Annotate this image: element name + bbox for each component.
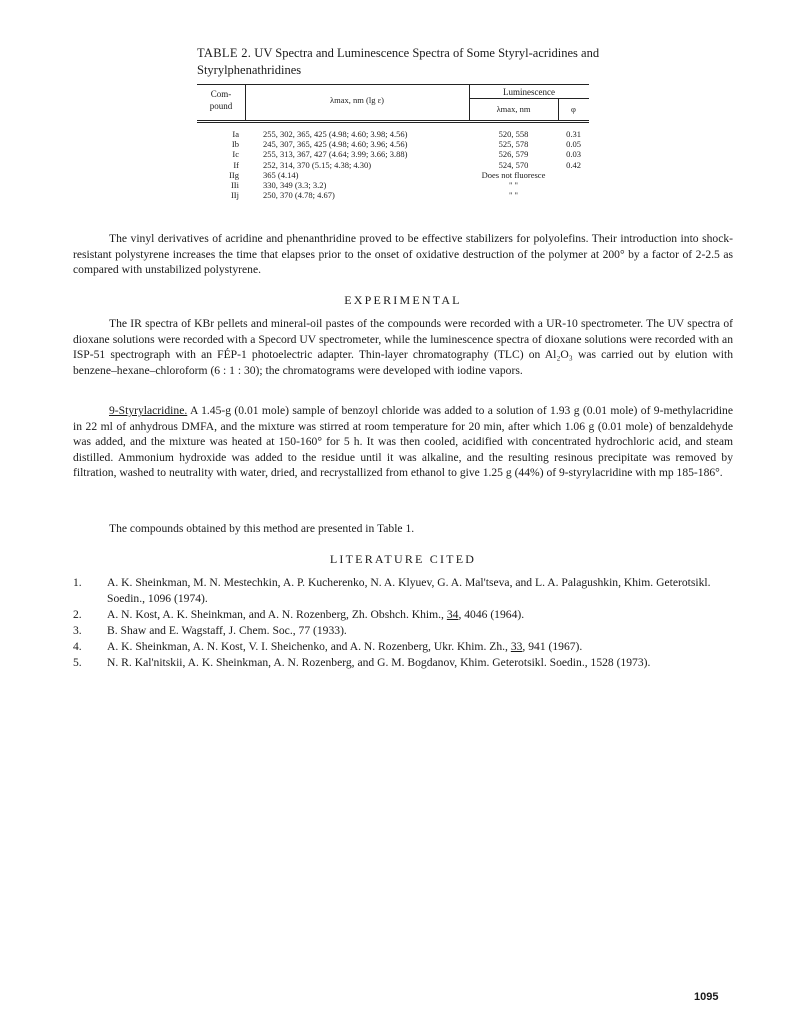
paragraph-stabilizers — [73, 231, 733, 278]
paragraph-text: The IR spectra of KBr pellets and mineral-oil pastes of the compounds were recorded with a UR-10 spectrometer. The UV spectra of dioxane solutions were recorded with a Specord UV spectrometer, while the luminescence spectra of dioxane solutions were recorded with an ISP-51 spectrograph with an FÉP-1 photoelectric adapter. Thin-layer chromatography (TLC) on Al₂O₃ was carried out by elution with benzene–hexane–chloroform (6 : 1 : 30); the chromatograms were developed with iodine vapors. — [73, 317, 733, 377]
cell-luminescence: Does not fluoresce — [481, 169, 546, 180]
cell-compound: If — [233, 159, 239, 170]
cell-compound: Ic — [232, 149, 239, 160]
cell-compound: IIi — [230, 180, 239, 190]
cell-uv: 255, 313, 367, 427 (4.64; 3.99; 3.66; 3.88) — [263, 149, 408, 160]
paragraph-table-ref — [73, 521, 733, 537]
cell-compound: IIj — [230, 190, 239, 201]
reference-text: N. R. Kal'nitskii, A. K. Sheinkman, A. N. Rozenberg, and G. M. Bogdanov, Khim. Geterotsikl. Soedin., 1528 (1973). — [107, 656, 651, 669]
header-compound: Com- pound — [209, 89, 233, 111]
uv-luminescence-table — [197, 84, 589, 204]
reference-number: 2. — [73, 608, 82, 621]
reference-number: 4. — [73, 640, 82, 653]
cell-uv: 365 (4.14) — [263, 169, 299, 180]
cell-luminescence: 525, 578 — [498, 139, 529, 150]
cell-phi: 0.03 — [566, 149, 581, 160]
procedure-title: 9-Styrylacridine. — [109, 404, 188, 417]
header-phi: φ — [571, 104, 576, 114]
reference-list — [73, 575, 733, 695]
page-number: 1095 — [694, 991, 719, 1003]
reference-number: 5. — [73, 656, 82, 669]
reference-text: A. N. Kost, A. K. Sheinkman, and A. N. Rozenberg, Zh. Obshch. Khim., 34, 4046 (1964). — [107, 608, 525, 621]
table-title: UV Spectra and Luminescence Spectra of Some Styryl-acridines and Styrylphenathridines — [197, 46, 600, 77]
experimental-heading: EXPERIMENTAL — [344, 293, 462, 307]
header-luminescence: Luminescence — [503, 87, 555, 97]
literature-heading: LITERATURE CITED — [329, 552, 477, 566]
cell-compound: Ib — [231, 139, 239, 150]
cell-luminescence: 520, 558 — [498, 129, 529, 139]
paragraph-methods — [73, 316, 733, 378]
reference-text: B. Shaw and E. Wagstaff, J. Chem. Soc., 77 (1933). — [107, 624, 347, 637]
cell-phi: 0.42 — [566, 159, 581, 170]
header-lum-lambda: λmax, nm — [496, 104, 531, 114]
cell-compound: Ia — [232, 129, 239, 139]
cell-uv: 250, 370 (4.78; 4.67) — [263, 190, 335, 201]
cell-phi: 0.31 — [566, 129, 581, 139]
paragraph-text: The compounds obtained by this method are presented in Table 1. — [109, 522, 415, 535]
reference-number: 1. — [73, 576, 82, 589]
table-label: TABLE 2. — [197, 46, 252, 60]
header-lambda: λmax, nm (lg ε) — [330, 95, 384, 105]
reference-number: 3. — [73, 624, 82, 637]
cell-uv: 252, 314, 370 (5.15; 4.38; 4.30) — [263, 159, 372, 170]
reference-text: A. K. Sheinkman, A. N. Kost, V. I. Sheichenko, and A. N. Rozenberg, Ukr. Khim. Zh., 33, 941 (1967). — [107, 640, 583, 653]
paragraph-text: A 1.45-g (0.01 mole) sample of benzoyl chloride was added to a solution of 1.93 g (0.01 mole) of 9-methylacridine in 22 ml of anhydrous DMFA, and the mixture was stirred at room temperature for 20 min, after which 1.06 g (0.01 mole) of benzaldehyde was added, and the mixture was heated at 150-160° for 5 h. It was then cooled, acidified with concentrated hydrochloric acid, and steam distilled. Ammonium hydroxide was added to the residue until it was alkaline, and the resulting resinous precipitate was removed by filtration, washed to neutrality with water, dried, and recrystallized from ethanol to give 1.25 g (44%) of 9-styrylacridine with mp 185-186°. — [73, 404, 733, 480]
cell-luminescence: " " — [508, 180, 519, 190]
reference-text: A. K. Sheinkman, M. N. Mestechkin, A. P. Kucherenko, N. A. Klyuev, G. A. Mal'tseva, and L. A. Palagushkin, Khim. Geterotsikl. Soedin., 1096 (1974). — [107, 576, 711, 605]
table-caption — [197, 45, 637, 79]
cell-phi: 0.05 — [566, 139, 581, 150]
paragraph-text: The vinyl derivatives of acridine and phenanthridine proved to be effective stabilizers for polyolefins. Their introduction into shock-resistant polystyrene increases the time that elapses prior to the onset of oxidative destruction of the polymer at 200° by a factor of 2-2.5 as compared with unstabilized polystyrene. — [73, 232, 733, 277]
cell-uv: 245, 307, 365, 425 (4.98; 4.60; 3.96; 4.56) — [263, 139, 408, 150]
cell-uv: 330, 349 (3.3; 3.2) — [263, 180, 327, 190]
cell-luminescence: 526, 579 — [498, 149, 529, 160]
cell-compound: IIg — [229, 169, 239, 180]
cell-luminescence: " " — [508, 190, 519, 201]
cell-uv: 255, 302, 365, 425 (4.98; 4.60; 3.98; 4.56) — [263, 129, 408, 139]
cell-luminescence: 524, 570 — [498, 159, 529, 170]
paragraph-synthesis — [73, 403, 733, 481]
